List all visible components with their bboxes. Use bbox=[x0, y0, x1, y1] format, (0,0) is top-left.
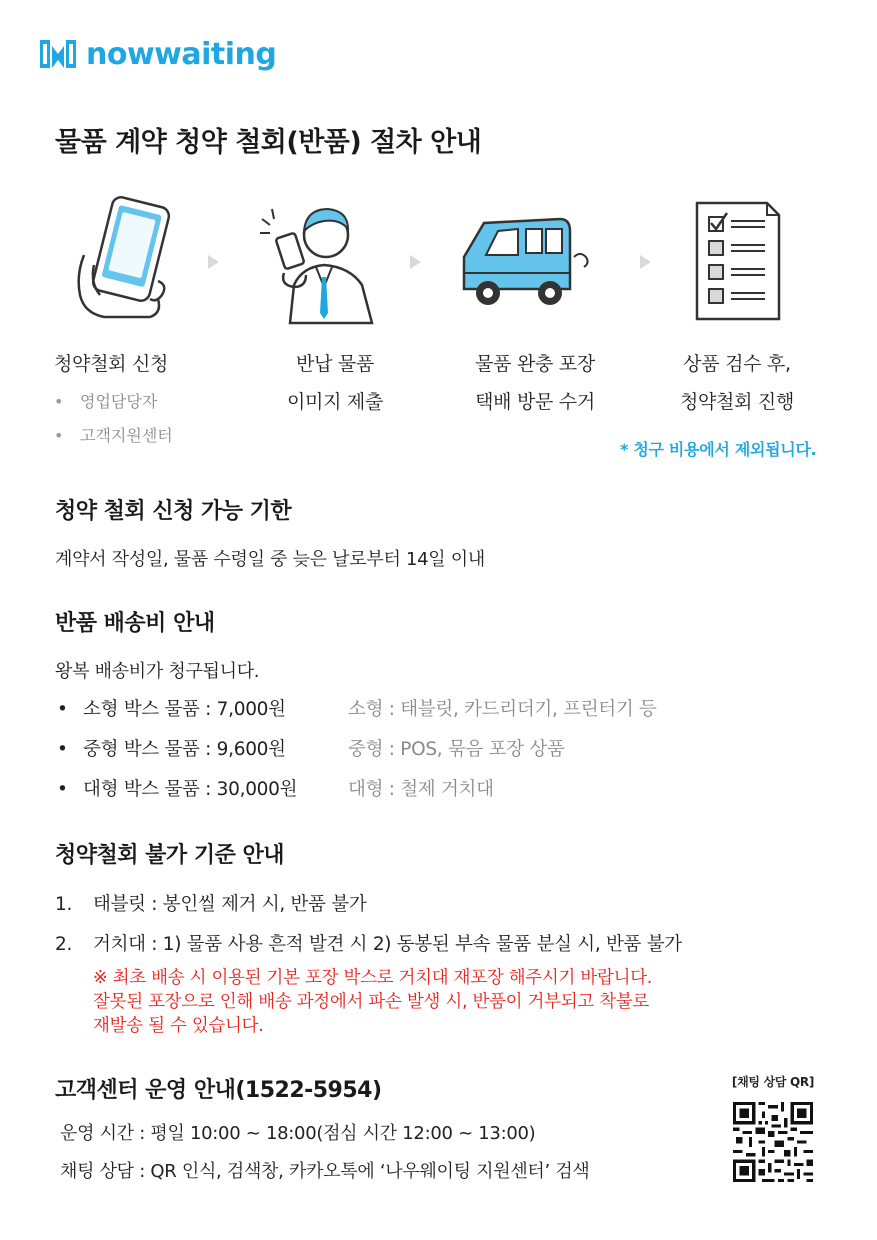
list-item bbox=[55, 925, 682, 965]
fee-large: 대형 박스 물품 : 30,000원 bbox=[83, 779, 298, 800]
list-item bbox=[55, 690, 657, 730]
list-item bbox=[55, 885, 682, 925]
step-2-label-line2: 이미지 제출 bbox=[286, 391, 383, 413]
shipping-fee-list bbox=[55, 690, 657, 810]
step-4 bbox=[652, 195, 822, 421]
qr-label: [채팅 상담 QR] bbox=[731, 1075, 815, 1089]
restrictions-title: 청약철회 불가 기준 안내 bbox=[55, 843, 284, 868]
rule-number: 2. bbox=[55, 934, 73, 955]
page-title: 물품 계약 청약 철회(반품) 절차 안내 bbox=[55, 127, 482, 158]
list-item bbox=[55, 730, 657, 770]
fee-large-desc: 대형 : 철제 거치대 bbox=[348, 779, 494, 800]
qr-code-icon[interactable] bbox=[733, 1102, 813, 1182]
arrow-icon bbox=[640, 255, 651, 269]
brand-logo bbox=[38, 36, 276, 72]
brand-name: nowwaiting bbox=[86, 36, 277, 72]
fee-small: 소형 박스 물품 : 7,000원 bbox=[83, 699, 286, 720]
rule-number: 1. bbox=[55, 894, 73, 915]
process-steps bbox=[40, 195, 840, 465]
step-1 bbox=[54, 195, 224, 453]
fee-small-desc: 소형 : 태블릿, 카드리더기, 프린터기 등 bbox=[348, 699, 657, 720]
arrow-icon bbox=[410, 255, 421, 269]
arrow-icon bbox=[208, 255, 219, 269]
repack-warning bbox=[93, 966, 773, 1038]
chat-qr bbox=[723, 1073, 823, 1182]
shipping-intro: 왕복 배송비가 청구됩니다. bbox=[55, 661, 260, 682]
shipping-title: 반품 배송비 안내 bbox=[55, 611, 215, 636]
warning-line: 잘못된 포장으로 인해 배송 과정에서 파손 발생 시, 반품이 거부되고 착불로 bbox=[93, 992, 650, 1012]
warning-line: 재발송 될 수 있습니다. bbox=[93, 1016, 264, 1036]
step-3-label-line2: 택배 방문 수거 bbox=[475, 391, 595, 413]
step-1-sub-list bbox=[54, 385, 224, 453]
step-note: * 청구 비용에서 제외됩니다. bbox=[620, 440, 817, 459]
delivery-van-icon bbox=[450, 195, 590, 325]
person-photo-icon bbox=[250, 195, 390, 325]
deadline-title: 청약 철회 신청 가능 기한 bbox=[55, 499, 292, 524]
step-4-label-line1: 상품 검수 후, bbox=[683, 353, 791, 375]
rule-text: 거치대 : 1) 물품 사용 흔적 발견 시 2) 동봉된 부속 물품 분실 시, 반품 불가 bbox=[93, 934, 682, 955]
support-chat: 채팅 상담 : QR 인식, 검색창, 카카오톡에 ‘나우웨이팅 지원센터’ 검색 bbox=[60, 1161, 590, 1182]
fee-medium-desc: 중형 : POS, 묶음 포장 상품 bbox=[348, 739, 565, 760]
step-2-label-line1: 반납 물품 bbox=[296, 353, 374, 375]
smartphone-icon bbox=[54, 195, 194, 325]
warning-line: ※ 최초 배송 시 이용된 기본 포장 박스로 거치대 재포장 해주시기 바랍니다. bbox=[93, 968, 653, 988]
step-1-label: 청약철회 신청 bbox=[54, 353, 169, 375]
list-item: • 영업담당자 bbox=[54, 385, 224, 419]
step-3 bbox=[450, 195, 620, 421]
fee-medium: 중형 박스 물품 : 9,600원 bbox=[83, 739, 286, 760]
deadline-text: 계약서 작성일, 물품 수령일 중 늦은 날로부터 14일 이내 bbox=[55, 549, 485, 570]
support-hours: 운영 시간 : 평일 10:00 ~ 18:00(점심 시간 12:00 ~ 13:00) bbox=[60, 1123, 536, 1144]
step-2 bbox=[250, 195, 420, 421]
support-title: 고객센터 운영 안내(1522-5954) bbox=[55, 1078, 382, 1103]
checklist-icon bbox=[667, 195, 807, 325]
restrictions-list bbox=[55, 885, 682, 965]
nowwaiting-logo-icon bbox=[38, 36, 78, 72]
step-3-label-line1: 물품 완충 포장 bbox=[475, 353, 595, 375]
list-item: • 고객지원센터 bbox=[54, 419, 224, 453]
step-4-label-line2: 청약철회 진행 bbox=[679, 391, 795, 413]
list-item bbox=[55, 770, 657, 810]
rule-text: 태블릿 : 봉인씰 제거 시, 반품 불가 bbox=[93, 894, 367, 915]
